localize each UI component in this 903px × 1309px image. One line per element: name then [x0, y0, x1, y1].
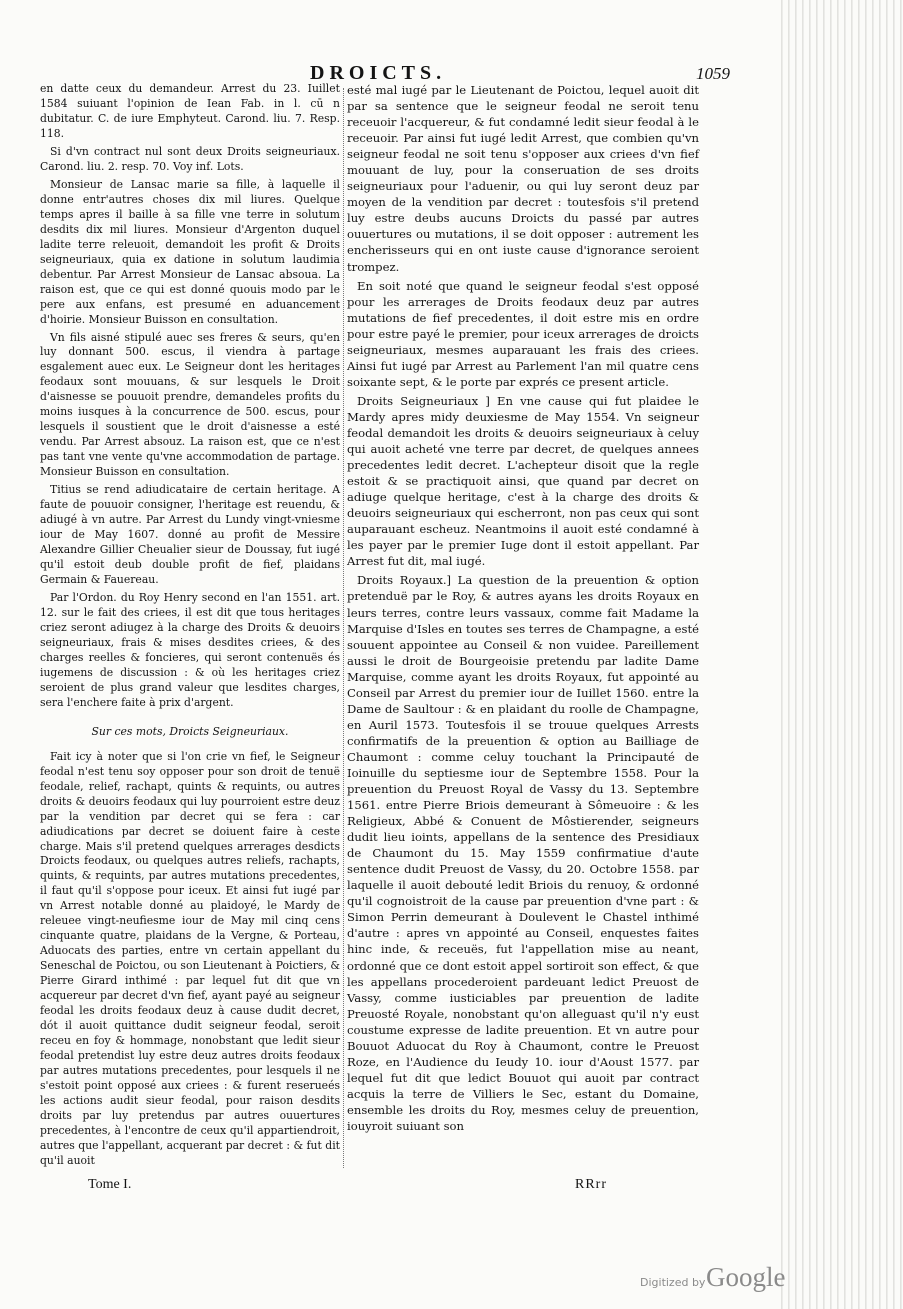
- paragraph: esté mal iugé par le Lieutenant de Poictou, lequel auoit dit par sa sentence que le seigneur feodal ne seroit tenu receuoir l'acquereur, & fut condamné ledit sieur feodal à le receuoir. Par ainsi fut iugé ledit Arrest, que combien qu'vn seigneur feodal ne soit tenu s'opposer aux criees d'vn fief mouuant de luy, pour la conseruation de ses droits seigneuriaux pour l'aduenir, ou qui luy seront deuz par moyen de la vendition par decret : toutesfois s'il pretend luy estre deubs aucuns Droicts du passé par autres ouuertures ou mutations, il se doit opposer : autrement les encherisseurs qui en ont iuste cause d'ignorance seroient trompez.: [347, 83, 699, 274]
- left-column: [40, 82, 340, 1172]
- section-heading: Sur ces mots, Droicts Seigneuriaux.: [91, 724, 289, 738]
- paragraph: En soit noté que quand le seigneur feodal s'est opposé pour les arrerages de Droits feodaux deuz par autres mutations de fief precedentes, il doit estre mis en ordre pour estre payé le premier, pour iceux arrerages de droicts seigneuriaux, mesmes auparauant les frais des criees. Ainsi fut iugé par Arrest au Parlement l'an mil quatre cens soixante sept, & le porte par exprés ce present article.: [347, 278, 699, 389]
- page-number: 1059: [696, 64, 730, 83]
- page-edge-scan: [776, 0, 903, 1309]
- google-logo: Google: [706, 1262, 786, 1292]
- running-title: DROICTS.: [310, 62, 447, 84]
- paragraph: Vn fils aisné stipulé auec ses freres & seurs, qu'en luy donnant 500. escus, il viendra à partage esgalement auec eux. Le Seigneur dont les heritages feodaux sont mouuans, & sur lesquels le Droit d'aisnesse se pouuoit prendre, demandeles profits du moins iusques à la concurrence de 500. escus, pour lesquels il soustient que le droit d'aisnesse a esté vendu. Par Arrest absouz. La raison est, que ce n'est pas tant vne vente qu'vne accommodation de partage. Monsieur Buisson en consultation.: [40, 330, 340, 479]
- paragraph: Titius se rend adiudicataire de certain heritage. A faute de pouuoir consigner, l'heritage est reuendu, & adiugé à vn autre. Par Arrest du Lundy vingt-vniesme iour de May 1607. donné au profit de Messire Alexandre Gillier Cheualier sieur de Doussay, fut iugé qu'il estoit deub double profit de fief, plaidans Germain & Fauereau.: [40, 483, 340, 586]
- paragraph: Monsieur de Lansac marie sa fille, à laquelle il donne entr'autres choses dix mil liures. Quelque temps apres il baille à sa fille vne terre in solutum desdits dix mil liures. Monsieur d'Argenton duquel ladite terre releuoit, demandoit les profit & Droits seigneuriaux, quia ex datione in solutum laudimia debentur. Par Arrest Monsieur de Lansac absoua. La raison est, que ce qui est donné quouis modo par le pere aux enfans, est presumé en aduancement d'hoirie. Monsieur Buisson en consultation.: [40, 177, 340, 326]
- paragraph: Fait icy à noter que si l'on crie vn fief, le Seigneur feodal n'est tenu soy opposer pour son droit de tenuë feodale, relief, rachapt, quints & requints, ou autres droits & deuoirs feodaux qui luy pourroient estre deuz par la vendition par decret qui se fera : car adiudications par decret se doiuent faire à ceste charge. Mais s'il pretend quelques arrerages desdicts Droicts feodaux, ou quelques autres reliefs, rachapts, quints, & requints, par autres mutations precedentes, il faut qu'il s'oppose pour iceux. Et ainsi fut iugé par vn Arrest notable donné au plaidoyé, le Mardy de releuee vingt-neufiesme iour de May mil cinq cens cinquante quatre, plaidans de la Vergne, & Porteau, Aduocats des parties, entre vn certain appellant du Seneschal de Poictou, ou son Lieutenant à Poictiers, & Pierre Girard inthimé : par lequel fut dit que vn acquereur par decret d'vn fief, ayant payé au seigneur feodal les droits feodaux deuz à cause dudit decret, dót il auoit quittance dudit seigneur feodal, seroit receu en foy & hommage, nonobstant que ledit sieur feodal pretendist luy estre deuz autres droits feodaux par autres mutations precedentes, pour lesquels il ne s'estoit point opposé aux criees : & furent reserueés les actions audit sieur feodal, pour raison desdits droits par luy pretendus par autres ouuertures precedentes, à l'encontre de ceux qu'il appartiendroit, autres que l'appellant, acquerant par decret : & fut dit qu'il auoit: [40, 749, 340, 1167]
- column-divider: [343, 88, 344, 1168]
- paragraph: Par l'Ordon. du Roy Henry second en l'an 1551. art. 12. sur le fait des criees, il est dit que tous heritages criez seront adiugez à la charge des Droits & deuoirs seigneuriaux, frais & mises desdites criees, & des charges reelles & foncieres, qui seront contenuës és iugemens de discussion : & où les heritages criez seroient de plus grand valeur que lesdites charges, sera l'enchere faite à prix d'argent.: [40, 590, 340, 709]
- footer-signature: RRrr: [575, 1177, 607, 1192]
- right-column: [347, 82, 699, 1137]
- paragraph: Droits Seigneuriaux ] En vne cause qui fut plaidee le Mardy apres midy deuxiesme de May 1554. Vn seigneur feodal demandoit les droits & deuoirs seigneuriaux à celuy qui auoit acheté vne terre par decret, de quelques annees precedentes ledit decret. L'achepteur disoit que la regle estoit & se practiquoit ainsi, que quand par decret on adiuge quelque heritage, c'est à la charge des droits & deuoirs seigneuriaux qui escherront, non pas ceux qui sont auparauant escheuz. Neantmoins il auoit esté condamné à les payer par le premier Iuge dont il estoit appellant. Par Arrest fut dit, mal iugé.: [347, 393, 699, 569]
- digitized-watermark: [640, 1262, 810, 1292]
- paragraph: Droits Royaux.] La question de la preuention & option pretenduë par le Roy, & autres ayans les droits Royaux en leurs terres, contre leurs vassaux, comme fait Madame la Marquise d'Isles en toutes ses terres de Champagne, a esté souuent appointee au Conseil & non vuidee. Pareillement aussi le droit de Bourgeoisie pretendu par ladite Dame Marquise, comme ayant les droits Royaux, fut appointé au Conseil par Arrest du premier iour de Iuillet 1560. entre la Dame de Saultour : & en plaidant du roolle de Champagne, en Auril 1573. Toutesfois il se trouue quelques Arrests confirmatifs de la preuention & option au Bailliage de Chaumont : comme celuy touchant la Principauté de Ioinuille du septiesme iour de Septembre 1558. Pour la preuention du Preuost Royal de Vassy du 13. Septembre 1561. entre Pierre Briois demeurant à Sômeuoire : & les Religieux, Abbé & Conuent de Môstierender, seigneurs dudit lieu ioints, appellans de la sentence des Presidiaux de Chaumont du 15. May 1559 confirmatiue d'aute sentence dudit Preuost de Vassy, du 20. Octobre 1558. par laquelle il auoit debouté ledit Briois du renuoy, & ordonné qu'il cognoistroit de la cause par preuention d'vne part : & Simon Perrin demeurant à Doulevent le Chastel inthimé d'autre : apres vn appointé au Conseil, enquestes faites hinc inde, & receuës, fut l'appellation mise au neant, ordonné que ce dont estoit appel sortiroit son effect, & que les appellans procederoient pardeuant ledict Preuost de Vassy, comme iusticiables par preuention de ladite Preuosté Royale, nonobstant qu'on alleguast qu'il n'y eust coustume expresse de ladite preuention. Et vn autre pour Bouuot Aduocat du Roy à Chaumont, contre le Preuost Roze, en l'Audience du Ieudy 10. iour d'Aoust 1577. par lequel fut dit que ledict Bouuot qui auoit par contract acquis la terre de Villiers le Sec, estant du Domaine, ensemble les droits du Roy, mesmes celuy de preuention, iouyroit suiuant son: [347, 573, 699, 1133]
- paragraph: en datte ceux du demandeur. Arrest du 23. Iuillet 1584 suiuant l'opinion de Iean Fab. in l. cū n dubitatur. C. de iure Emphyteut. Carond. liu. 7. Resp. 118.: [40, 82, 340, 140]
- footer-tome: Tome I.: [88, 1177, 132, 1192]
- digitized-by-text: Digitized by: [640, 1276, 706, 1289]
- paragraph: Si d'vn contract nul sont deux Droits seigneuriaux. Carond. liu. 2. resp. 70. Voy inf. Lots.: [40, 144, 340, 173]
